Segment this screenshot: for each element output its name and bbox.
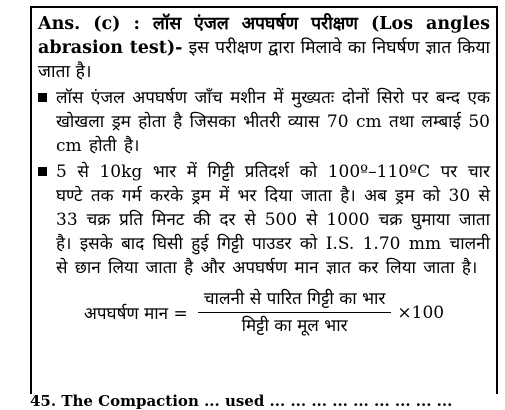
list-item	[38, 86, 490, 158]
formula-lhs: अपघर्षण मान =	[83, 304, 188, 324]
list-item	[38, 160, 490, 280]
formula-fraction	[198, 288, 392, 337]
answer-label: Ans. (c) : लॉस एंजल अपघर्षण परीक्षण (Los angles abrasion test)-	[38, 14, 490, 58]
square-bullet-icon	[38, 86, 56, 102]
formula-numerator: चालनी से पारित गिट्टी का भार	[198, 288, 392, 313]
abrasion-formula	[38, 288, 490, 337]
formula-denominator: मिट्टी का मूल भार	[241, 316, 348, 336]
bullet-text: लॉस एंजल अपघर्षण जाँच मशीन में मुख्यतः दोनों सिरो पर बन्द एक खोखला ड्रम होता है जिसका भीतरी व्यास 70 cm तथा लम्बाई 50 cm होती है।	[56, 88, 490, 156]
bullet-list	[38, 86, 490, 280]
answer-paragraph	[38, 12, 490, 84]
square-bullet-icon	[38, 160, 56, 176]
bullet-text: 5 से 10kg भार में गिट्टी प्रतिदर्श को 100º–110ºC पर चार घण्टे तक गर्म करके ड्रम में भर दिया जाता है। अब ड्रम को 30 से 33 चक्र प्रति मिनट की दर से 500 से 1000 चक्र घुमाया जाता है। इसके बाद घिसी हुई गिट्टी पाउडर को I.S. 1.70 mm चालनी से छान लिया जाता है और अपघर्षण मान ज्ञात कर लिया जाता है।	[56, 162, 490, 278]
formula-multiplier: ×100	[397, 302, 445, 323]
answer-intro: इस परीक्षण द्वारा मिलावे का निघर्षण ज्ञात किया जाता है।	[38, 38, 491, 82]
answer-box	[30, 6, 498, 394]
cut-off-next-question: 45. The Compaction ... used ... ... ... ... ... ... ... ... ...	[30, 392, 453, 410]
